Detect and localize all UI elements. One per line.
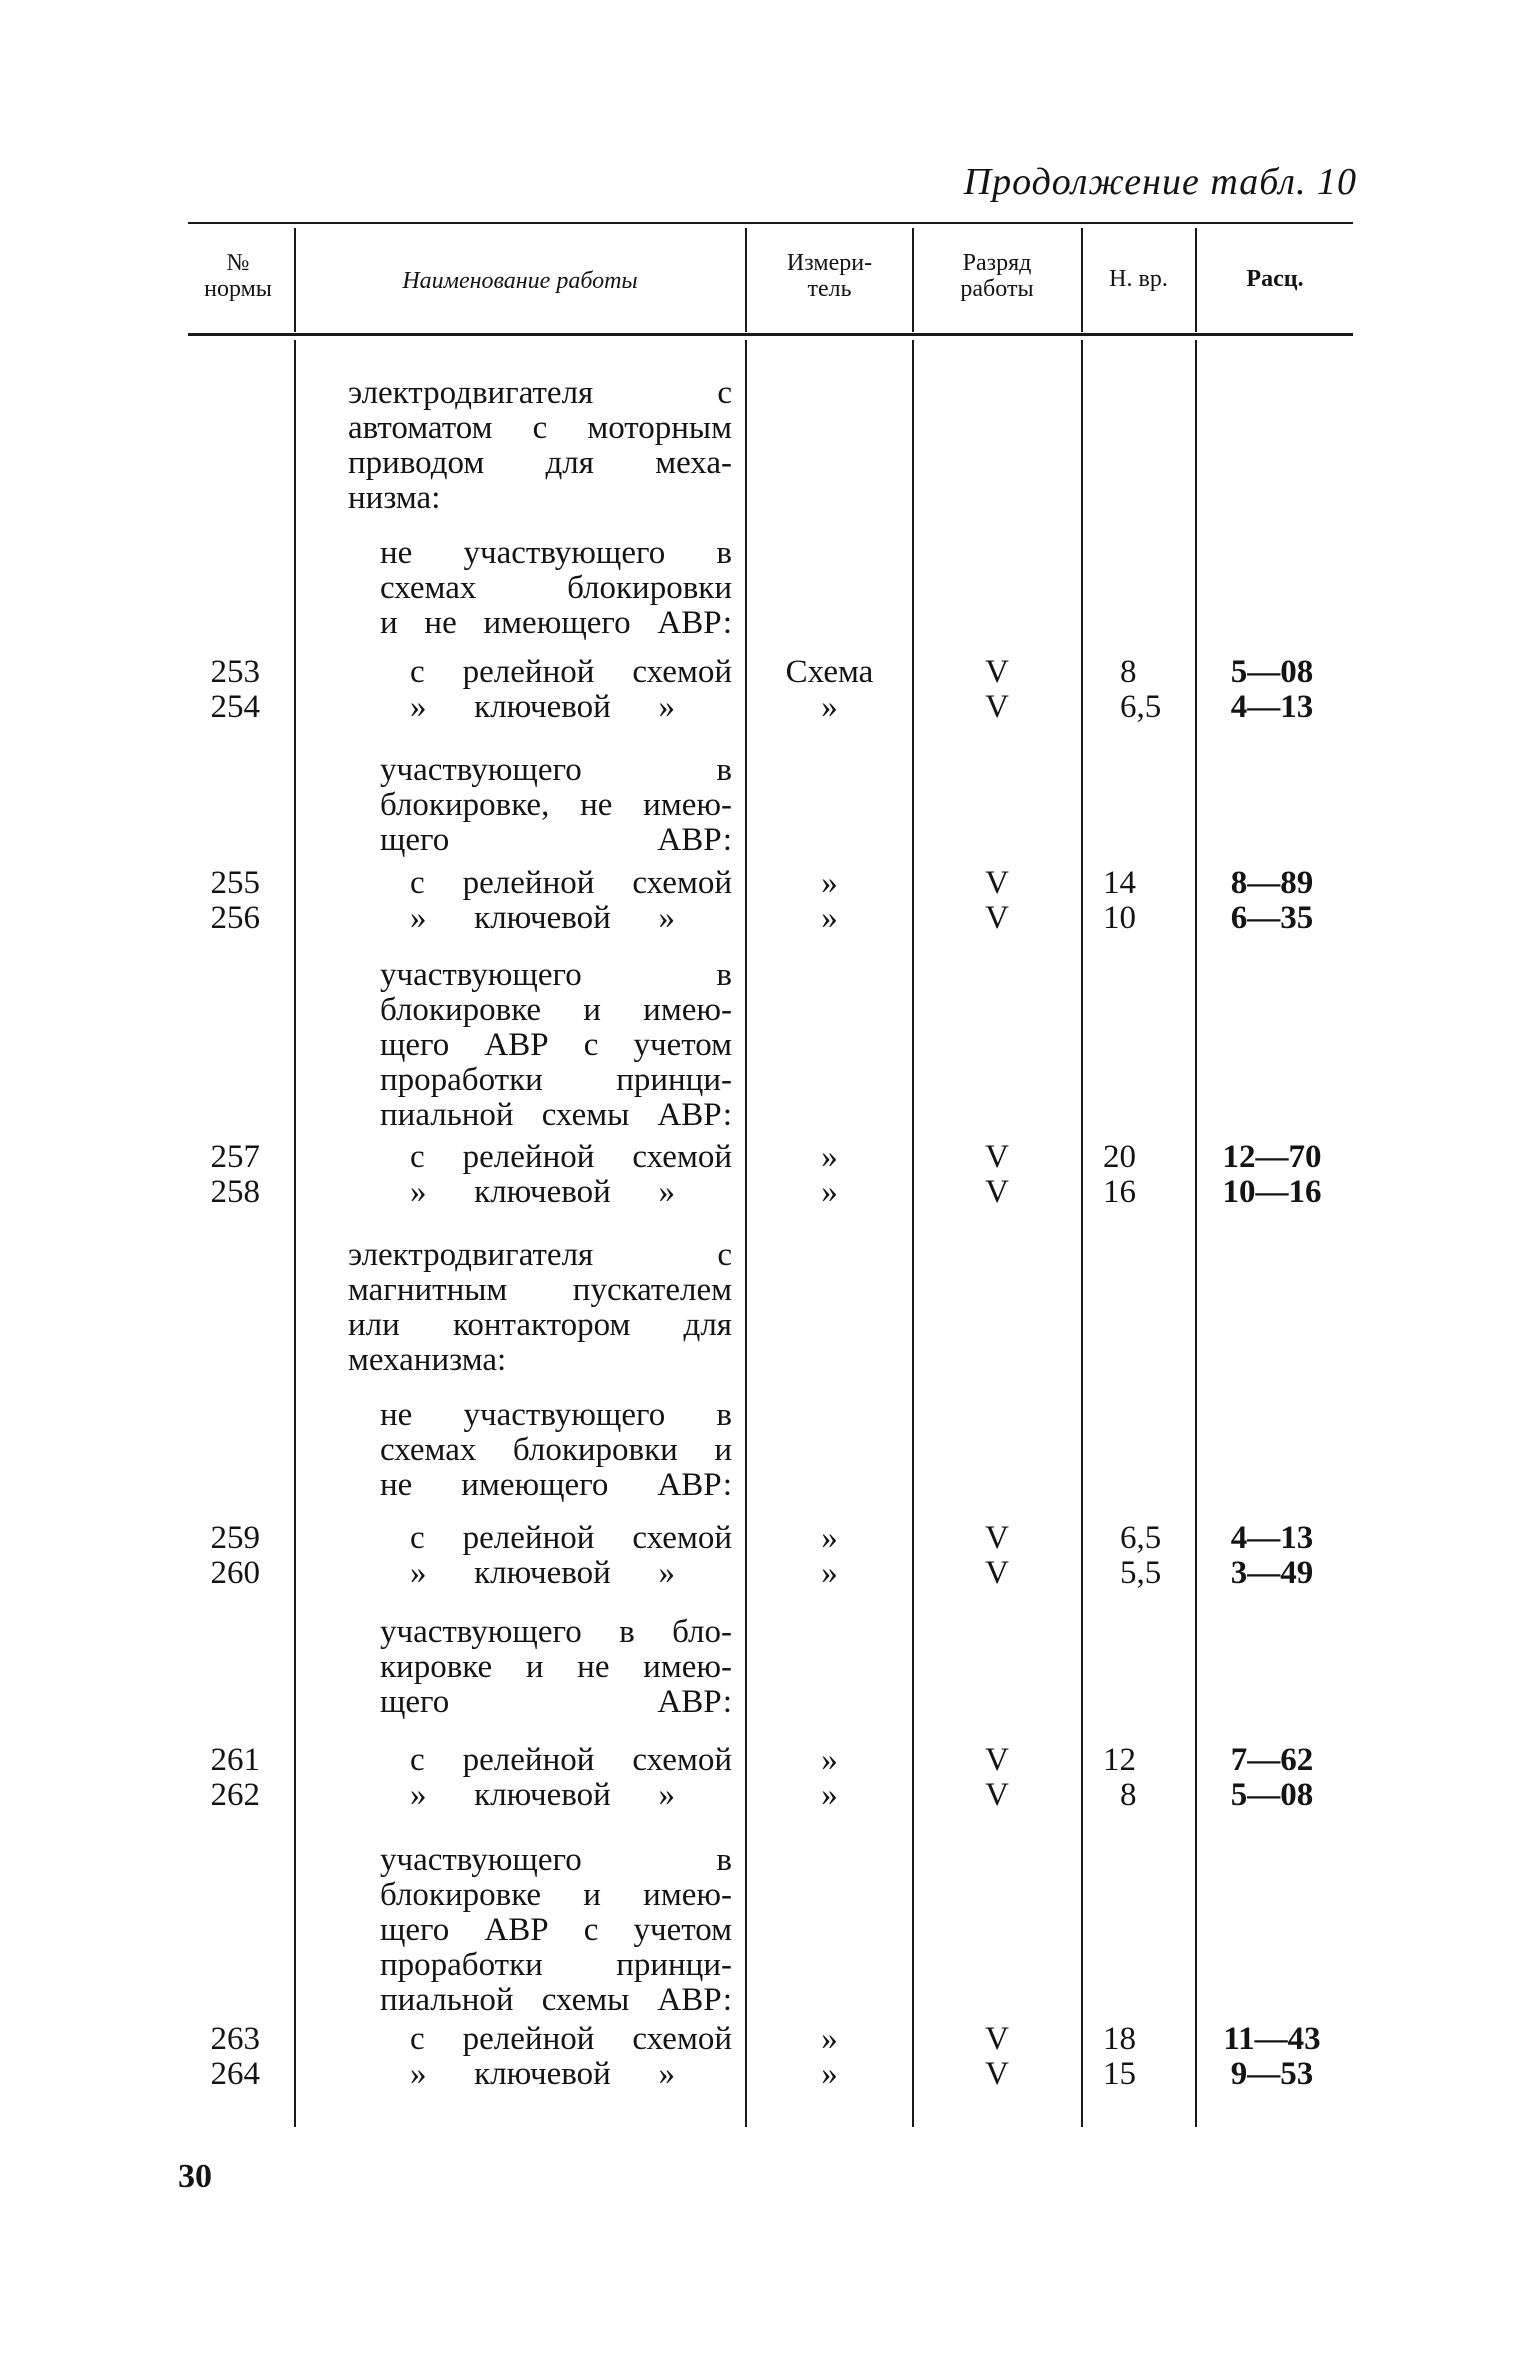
rate-cell: 5—08 <box>1230 1777 1314 1813</box>
work-item: » ключевой » <box>410 1777 675 1813</box>
group-heading: электродвигателя с магнитным пускателем или контактором для механизма: <box>348 1237 732 1378</box>
unit-cell: » <box>821 1777 838 1813</box>
norm-number: 257 <box>210 1139 260 1175</box>
norm-number: 261 <box>210 1742 260 1778</box>
grade-cell: V <box>985 2021 1009 2057</box>
norm-number: 258 <box>210 1174 260 1210</box>
header-norm-no: № нормы <box>204 250 272 302</box>
column-divider <box>1195 340 1197 2127</box>
time-cell: 15 <box>1103 2056 1136 2092</box>
unit-cell: » <box>821 1742 838 1778</box>
time-cell: 8 <box>1120 654 1137 690</box>
table-continuation-title: Продолжение табл. 10 <box>963 161 1357 203</box>
page-number: 30 <box>178 2158 212 2195</box>
work-item: » ключевой » <box>410 689 675 725</box>
group-subheading: участвующего в блокировке, не имею- щего АВР: <box>380 752 732 858</box>
column-divider <box>912 340 914 2127</box>
norm-number: 260 <box>210 1555 260 1591</box>
unit-cell: » <box>821 2021 838 2057</box>
norm-number: 255 <box>210 865 260 901</box>
unit-cell: » <box>821 1520 838 1556</box>
work-item: » ключевой » <box>410 1174 675 1210</box>
time-cell: 10 <box>1103 900 1136 936</box>
rate-cell: 3—49 <box>1230 1555 1314 1591</box>
header-divider <box>294 228 296 332</box>
norm-number: 263 <box>210 2021 260 2057</box>
group-subheading: участвующего в блокировке и имею- щего АВР с учетом проработки принци- пиальной схемы АВР: <box>380 957 732 1133</box>
time-cell: 8 <box>1120 1777 1137 1813</box>
work-item: с релейной схемой <box>410 1520 732 1556</box>
grade-cell: V <box>985 900 1009 936</box>
grade-cell: V <box>985 1174 1009 1210</box>
header-divider <box>912 228 914 332</box>
header-work-name: Наименование работы <box>402 268 638 294</box>
group-subheading: не участвующего в схемах блокировки и не имеющего АВР: <box>380 535 732 641</box>
rate-cell: 12—70 <box>1222 1139 1322 1175</box>
header-top-rule <box>188 222 1353 224</box>
group-subheading: участвующего в блокировке и имею- щего АВР с учетом проработки принци- пиальной схемы АВР: <box>380 1842 732 2018</box>
header-time-norm: Н. вр. <box>1109 266 1168 292</box>
unit-cell: » <box>821 1555 838 1591</box>
norm-number: 259 <box>210 1520 260 1556</box>
header-divider <box>1195 228 1197 332</box>
header-grade: Разряд работы <box>960 250 1034 302</box>
work-item: » ключевой » <box>410 2056 675 2092</box>
time-cell: 14 <box>1103 865 1136 901</box>
header-rate: Расц. <box>1246 266 1304 292</box>
grade-cell: V <box>985 2056 1009 2092</box>
unit-cell: » <box>821 2056 838 2092</box>
time-cell: 5,5 <box>1120 1555 1162 1591</box>
rate-cell: 11—43 <box>1223 2021 1321 2057</box>
column-divider <box>745 340 747 2127</box>
time-cell: 20 <box>1103 1139 1136 1175</box>
work-item: » ключевой » <box>410 1555 675 1591</box>
rate-cell: 7—62 <box>1230 1742 1314 1778</box>
unit-cell: » <box>821 1174 838 1210</box>
norm-number: 254 <box>210 689 260 725</box>
unit-cell: » <box>821 900 838 936</box>
unit-cell: » <box>821 865 838 901</box>
work-item: с релейной схемой <box>410 1742 732 1778</box>
work-item: » ключевой » <box>410 900 675 936</box>
work-item: с релейной схемой <box>410 1139 732 1175</box>
time-cell: 6,5 <box>1120 689 1162 725</box>
grade-cell: V <box>985 1777 1009 1813</box>
grade-cell: V <box>985 654 1009 690</box>
grade-cell: V <box>985 1139 1009 1175</box>
unit-cell: » <box>821 689 838 725</box>
column-divider <box>1081 340 1083 2127</box>
header-divider <box>745 228 747 332</box>
grade-cell: V <box>985 689 1009 725</box>
rate-cell: 4—13 <box>1230 1520 1314 1556</box>
norm-number: 262 <box>210 1777 260 1813</box>
unit-cell: Схема <box>785 654 874 690</box>
norm-number: 264 <box>210 2056 260 2092</box>
rate-cell: 10—16 <box>1222 1174 1322 1210</box>
grade-cell: V <box>985 1520 1009 1556</box>
group-subheading: не участвующего в схемах блокировки и не имеющего АВР: <box>380 1397 732 1503</box>
time-cell: 12 <box>1103 1742 1136 1778</box>
header-unit: Измери- тель <box>786 250 873 302</box>
grade-cell: V <box>985 865 1009 901</box>
norm-number: 256 <box>210 900 260 936</box>
grade-cell: V <box>985 1742 1009 1778</box>
work-item: с релейной схемой <box>410 654 732 690</box>
work-item: с релейной схемой <box>410 2021 732 2057</box>
norm-number: 253 <box>210 654 260 690</box>
rate-cell: 4—13 <box>1230 689 1314 725</box>
rate-cell: 6—35 <box>1230 900 1314 936</box>
rate-cell: 5—08 <box>1230 654 1314 690</box>
work-item: с релейной схемой <box>410 865 732 901</box>
header-bottom-rule <box>188 333 1353 336</box>
grade-cell: V <box>985 1555 1009 1591</box>
time-cell: 18 <box>1103 2021 1136 2057</box>
rate-cell: 8—89 <box>1230 865 1314 901</box>
group-subheading: участвующего в бло- кировке и не имею- щего АВР: <box>380 1614 732 1720</box>
group-heading: электродвигателя с автоматом с моторным приводом для меха- низма: <box>348 375 732 516</box>
unit-cell: » <box>821 1139 838 1175</box>
header-divider <box>1081 228 1083 332</box>
column-divider <box>294 340 296 2127</box>
time-cell: 16 <box>1103 1174 1136 1210</box>
time-cell: 6,5 <box>1120 1520 1162 1556</box>
rate-cell: 9—53 <box>1230 2056 1314 2092</box>
